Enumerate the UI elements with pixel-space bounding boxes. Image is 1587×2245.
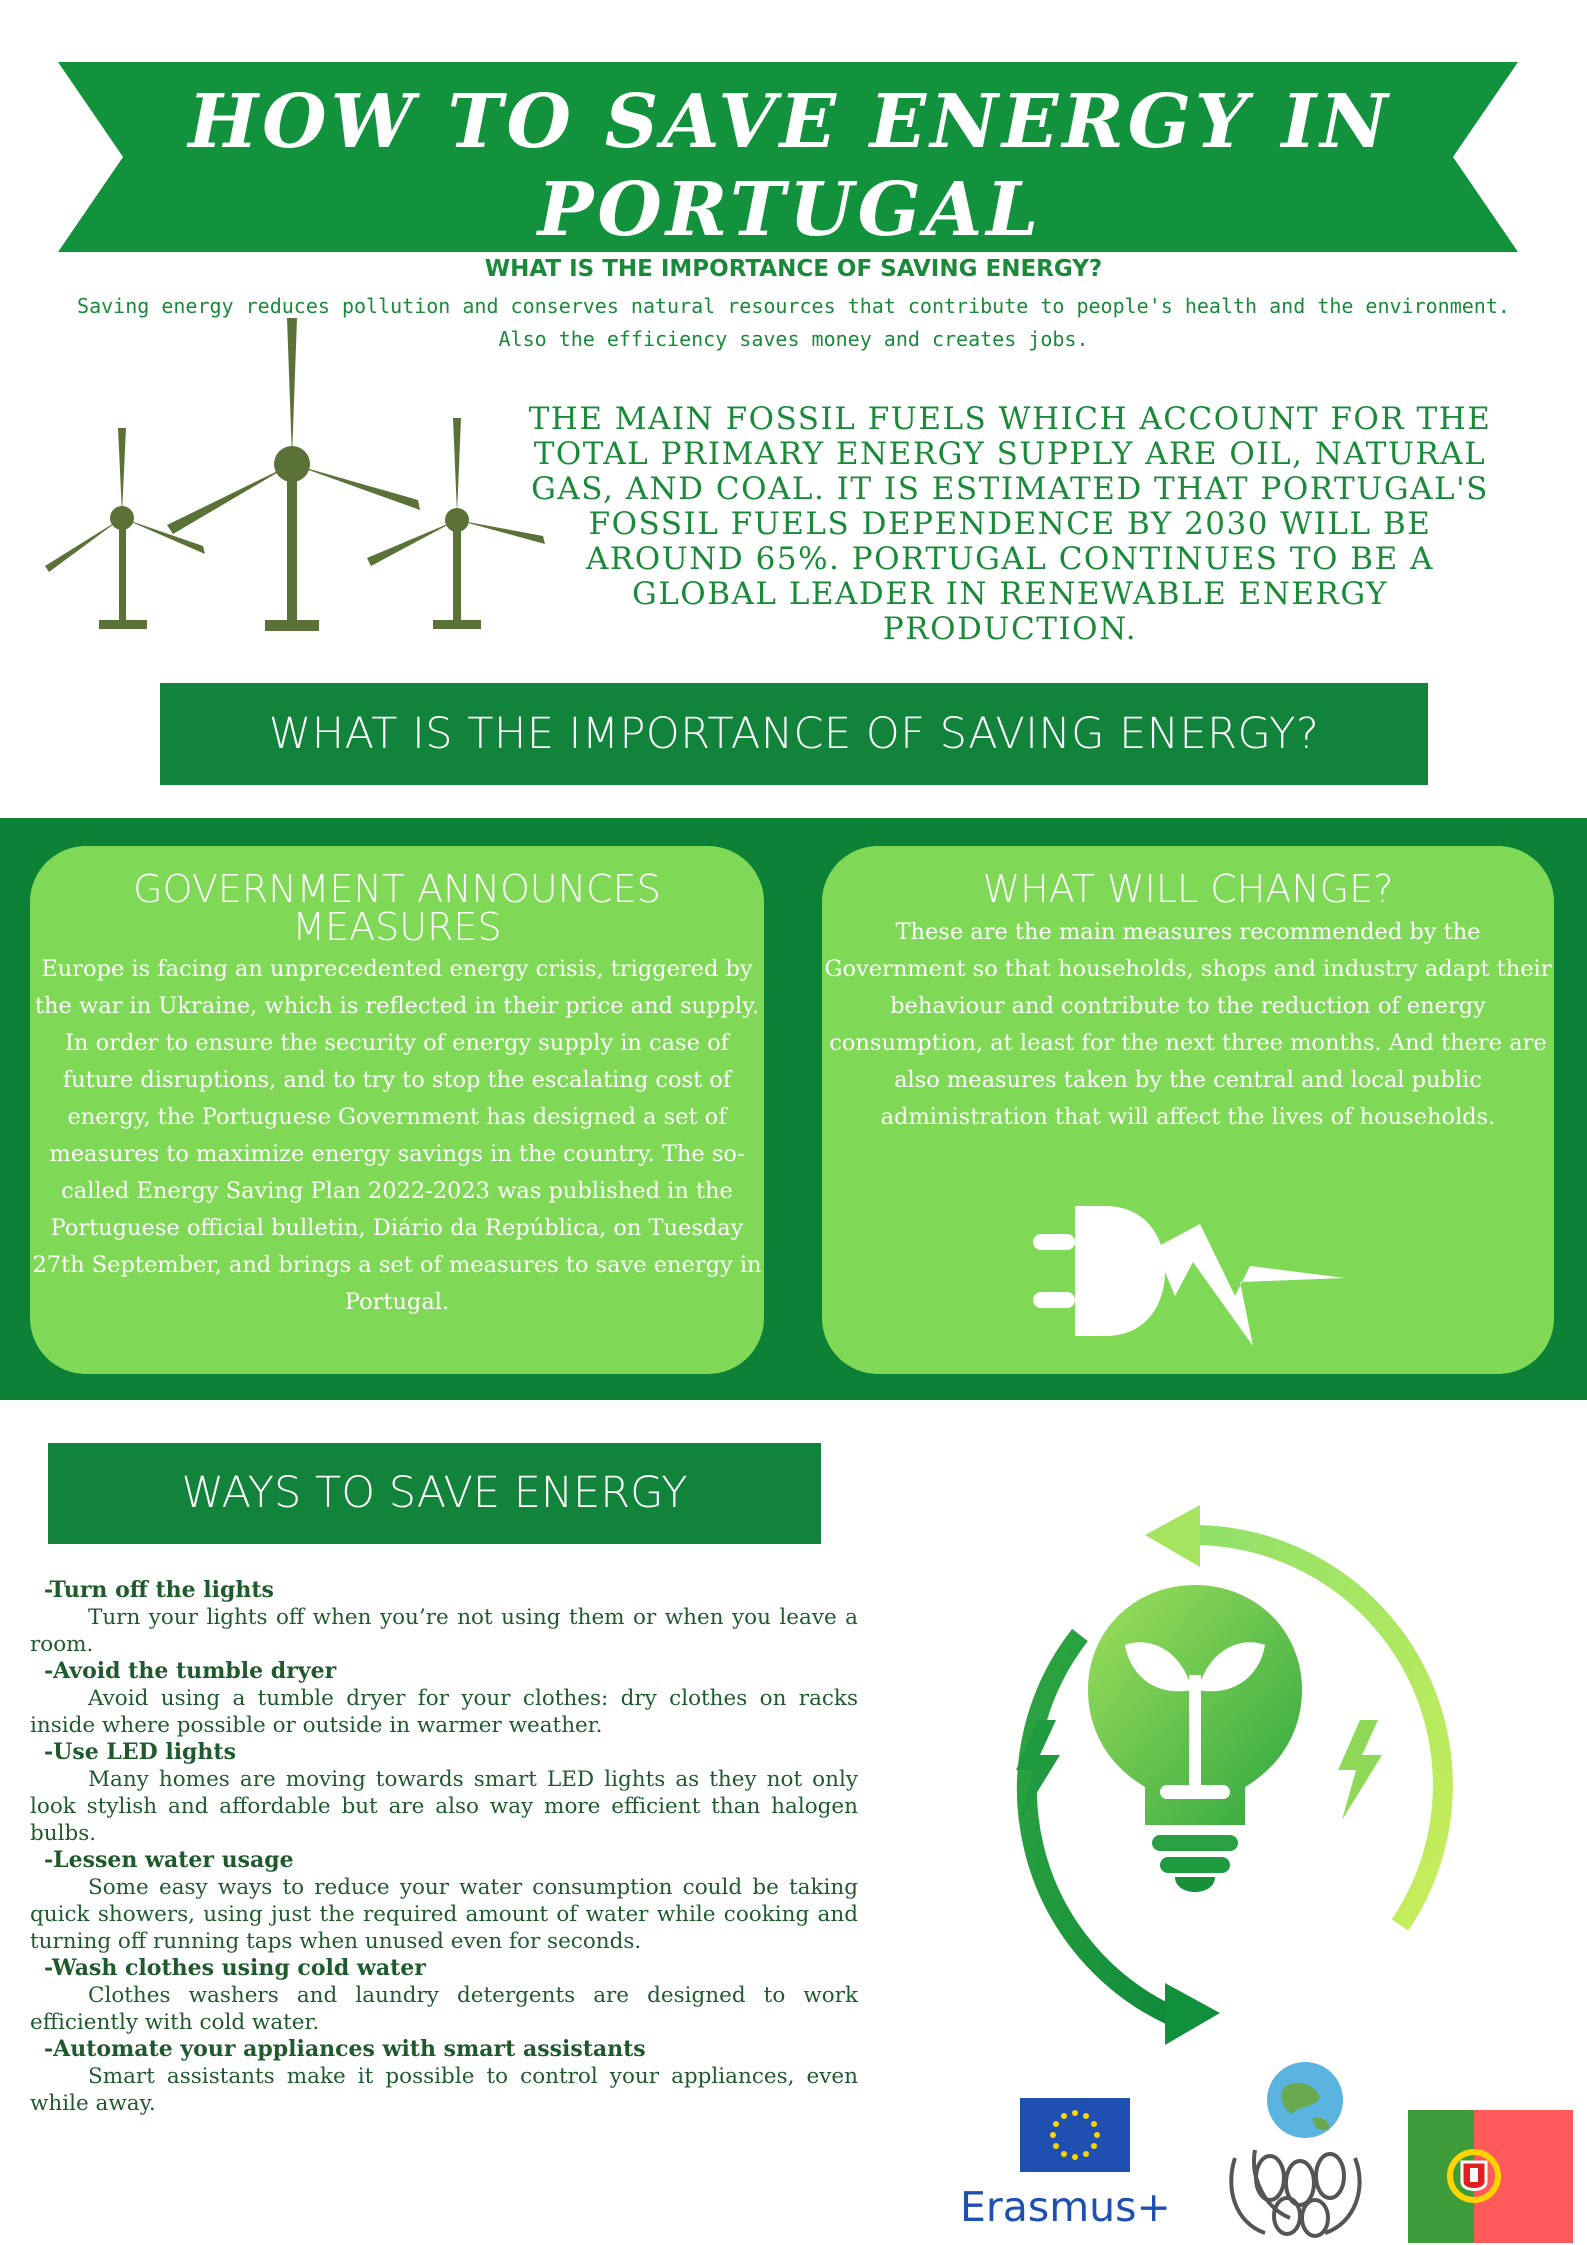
eco-bulb-icon	[930, 1505, 1550, 2075]
plug-icon	[1025, 1196, 1345, 1346]
tip-item	[30, 2036, 858, 2117]
change-card-title: WHAT WILL CHANGE?	[982, 867, 1394, 911]
tip-title: -Automate your appliances with smart assistants	[44, 2036, 646, 2062]
wind-turbine-icon	[25, 318, 545, 638]
erasmus-logo-text: Erasmus+	[960, 2183, 1171, 2231]
tip-title: -Use LED lights	[44, 1739, 236, 1765]
intro-heading: WHAT IS THE IMPORTANCE OF SAVING ENERGY?	[484, 256, 1103, 282]
tip-title: -Wash clothes using cold water	[44, 1955, 426, 1981]
tips-list	[30, 1577, 858, 2117]
tip-body: Turn your lights off when you’re not using them or when you leave a room.	[30, 1605, 858, 1657]
tip-title: -Lessen water usage	[44, 1847, 294, 1873]
tip-item	[30, 1847, 858, 1955]
tip-title: -Avoid the tumble dryer	[44, 1658, 337, 1684]
government-card-text: Europe is facing an unprecedented energy crisis, triggered by the war in Ukraine, which is reflected in their price and supply. In order to ensure the security of energy supply in case of future disruptions, and to try to stop the escalating cost of energy, the Portuguese Government has designed a set of measures to maximize energy savings in the country. The so-called Energy Saving Plan 2022-2023 was published in the Portuguese official bulletin, Diário da República, on Tuesday 27th September, and brings a set of measures to save energy in Portugal.	[32, 956, 762, 1315]
tip-body: Some easy ways to reduce your water consumption could be taking quick showers, using just the required amount of water while cooking and turning off running taps when unused even for seconds.	[30, 1875, 858, 1954]
tip-item	[30, 1955, 858, 2036]
tip-item	[30, 1658, 858, 1739]
importance-section-title: WHAT IS THE IMPORTANCE OF SAVING ENERGY?	[160, 683, 1428, 785]
page-title-line2: PORTUGAL	[537, 167, 1043, 253]
ways-section-title: WAYS TO SAVE ENERGY	[48, 1443, 821, 1544]
intro-text-line1: Saving energy reduces pollution and conserves natural resources that contribute to people's health and the environment.	[77, 294, 1510, 318]
tip-body: Avoid using a tumble dryer for your clothes: dry clothes on racks inside where possible or outside in warmer weather.	[30, 1686, 858, 1738]
tip-body: Smart assistants make it possible to control your appliances, even while away.	[30, 2064, 858, 2116]
fossil-fuels-text: THE MAIN FOSSIL FUELS WHICH ACCOUNT FOR THE TOTAL PRIMARY ENERGY SUPPLY ARE OIL, NATURAL GAS, AND COAL. IT IS ESTIMATED THAT PORTUGAL'S FOSSIL FUELS DEPENDENCE BY 2030 WILL BE AROUND 65%. PORTUGAL CONTINUES TO BE A GLOBAL LEADER IN RENEWABLE ENERGY PRODUCTION.	[528, 401, 1492, 647]
change-card-text: These are the main measures recommended by the Government so that households, shops and industry adapt their behaviour and contribute to the reduction of energy consumption, at least for the next three months. And there are also measures taken by the central and local public administration that will affect the lives of households.	[824, 919, 1552, 1130]
tip-body: Clothes washers and laundry detergents are designed to work efficiently with cold water.	[30, 1983, 858, 2035]
intro-text-line2: Also the efficiency saves money and creates jobs.	[498, 327, 1089, 351]
tip-title: -Turn off the lights	[44, 1577, 274, 1603]
government-card-title: GOVERNMENT ANNOUNCES MEASURES	[133, 867, 661, 949]
portugal-flag-logo	[1408, 2110, 1573, 2243]
tip-body: Many homes are moving towards smart LED lights as they not only look stylish and affordable but are also way more efficient than halogen bulbs.	[30, 1767, 858, 1846]
eu-flag-logo	[1020, 2098, 1130, 2172]
tip-item	[30, 1739, 858, 1847]
tip-item	[30, 1577, 858, 1658]
page-title	[120, 78, 1460, 254]
globe-hands-logo	[1195, 2058, 1385, 2238]
page-title-line1: HOW TO SAVE ENERGY IN	[188, 79, 1392, 165]
